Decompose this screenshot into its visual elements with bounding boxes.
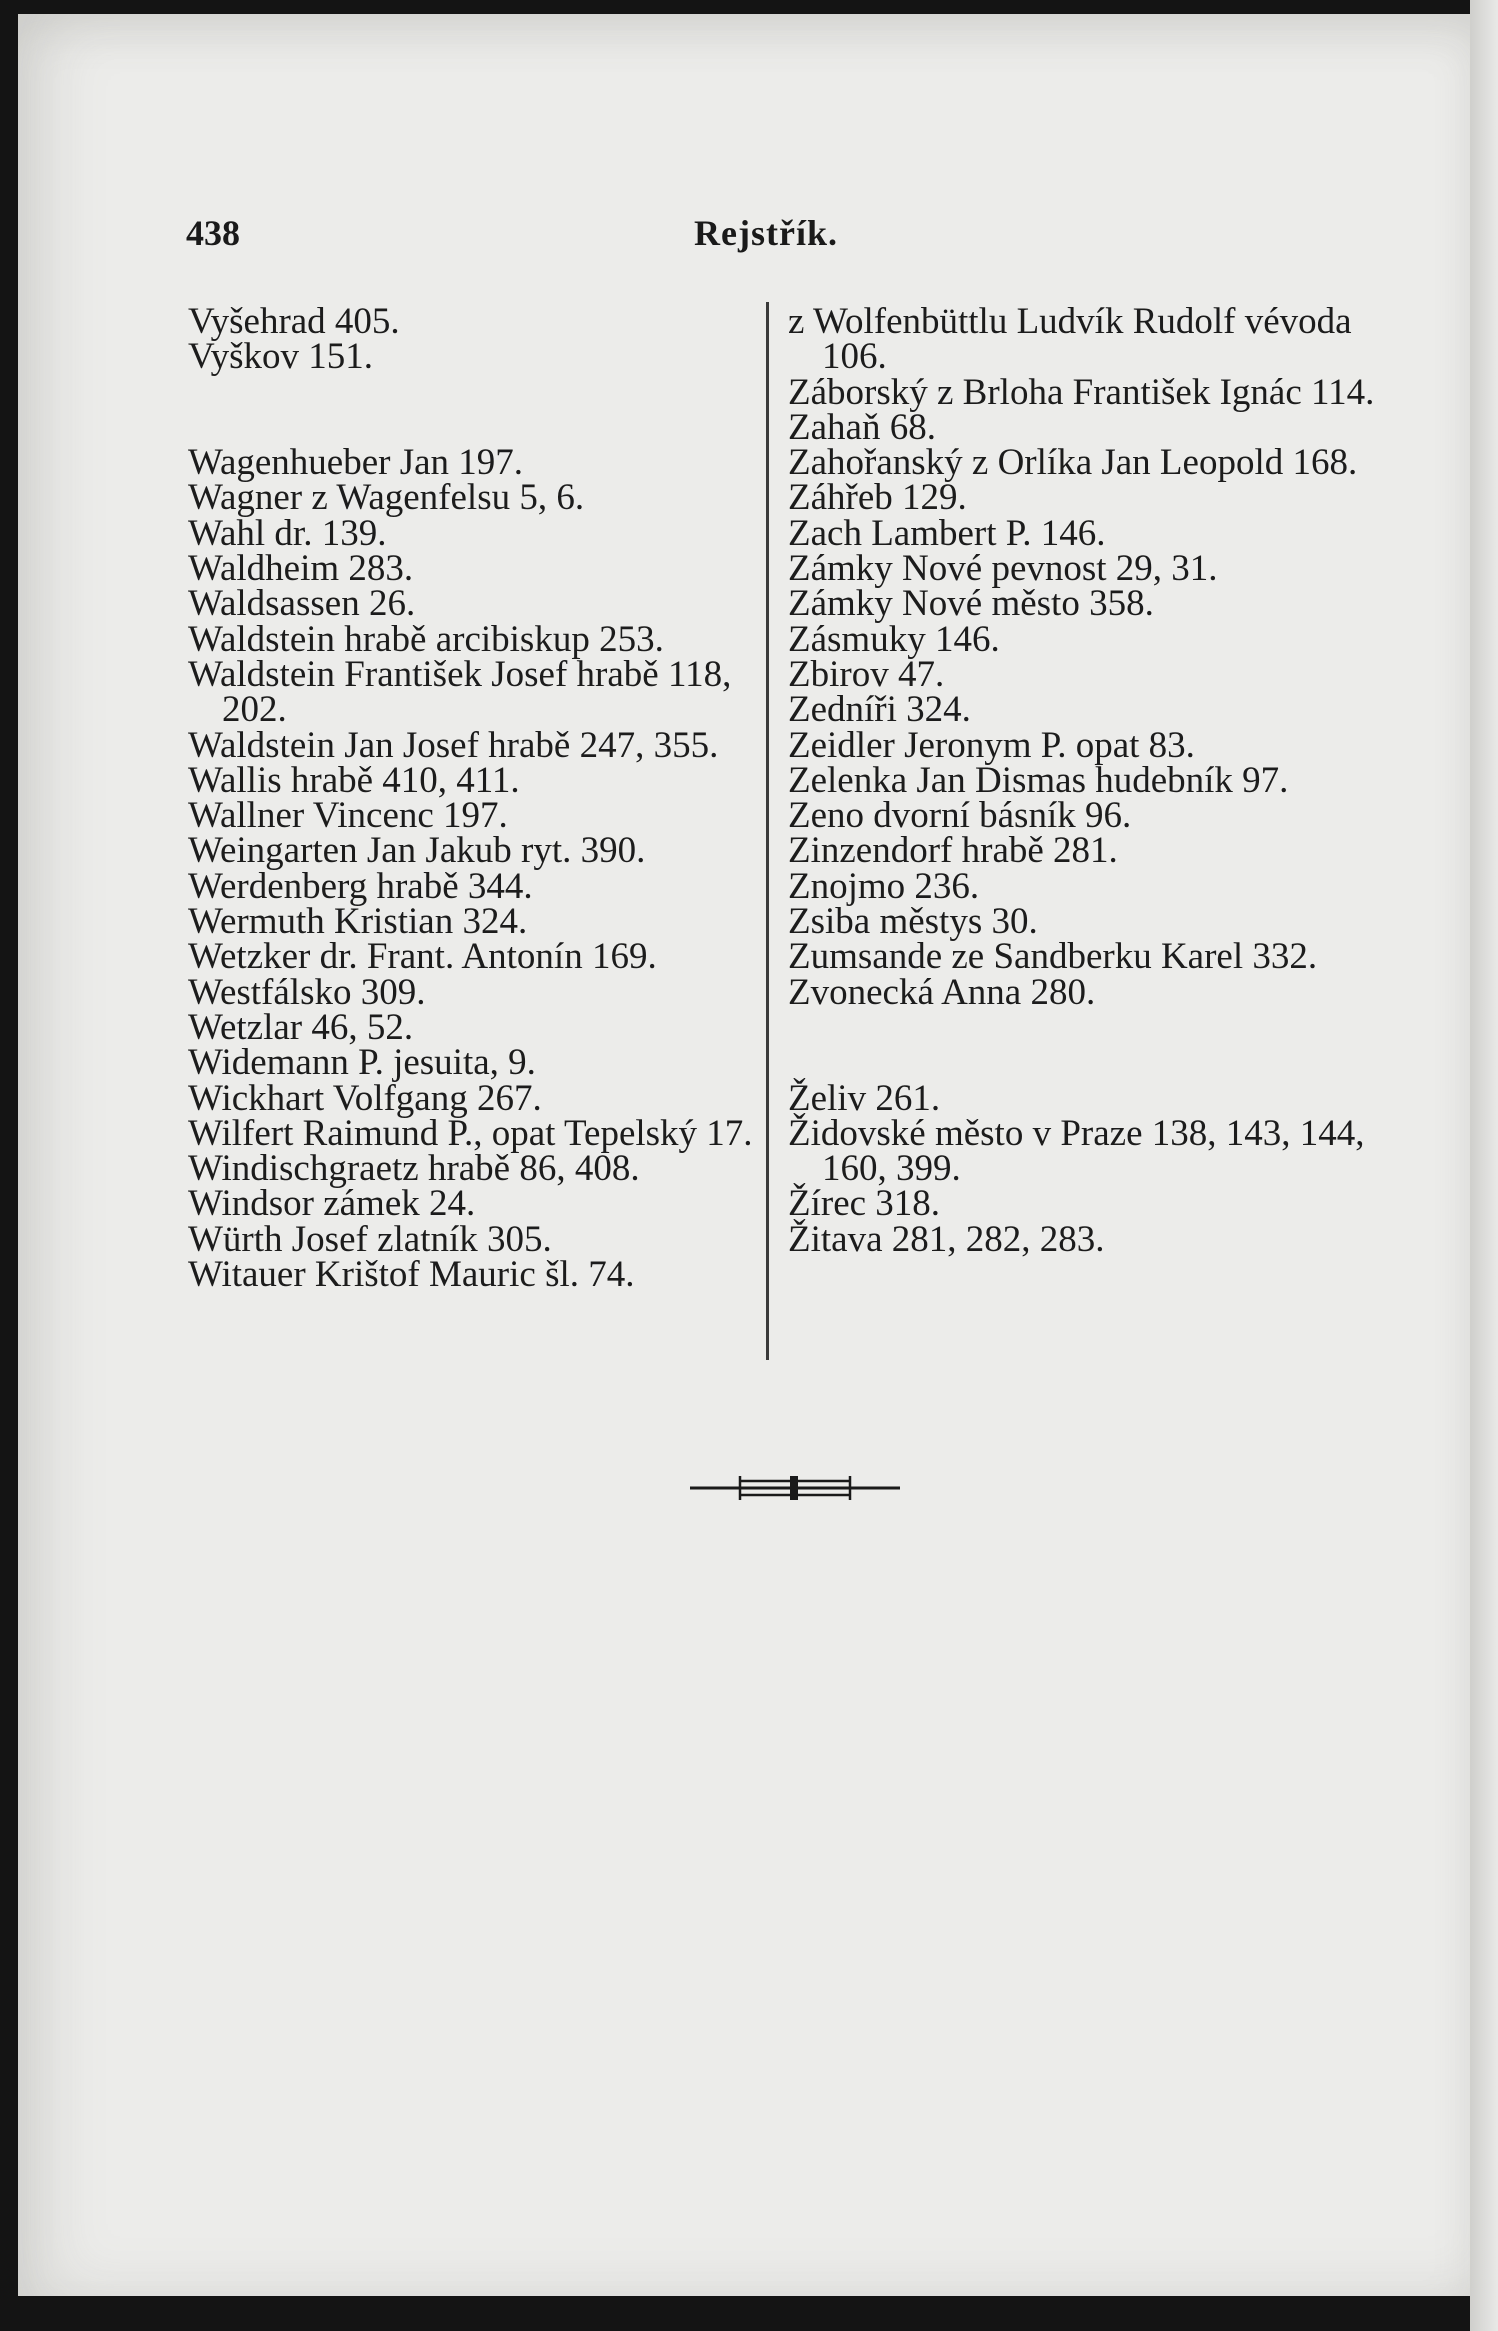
- index-entry: Židovské město v Praze 138, 143, 144, 160, 399.: [788, 1112, 1365, 1190]
- index-entry: Záborský z Brloha František Ignác 114.: [788, 371, 1375, 413]
- index-entry: Werdenberg hrabě 344.: [188, 865, 533, 907]
- index-entry: Wickhart Volfgang 267.: [188, 1077, 542, 1119]
- index-entry: Waldsassen 26.: [188, 583, 416, 625]
- index-entry: Waldheim 283.: [188, 548, 414, 590]
- index-entry: Zásmuky 146.: [788, 618, 1000, 660]
- column-divider: [766, 302, 769, 1360]
- index-entry: Zámky Nové pevnost 29, 31.: [788, 548, 1218, 590]
- section-gap: [788, 1010, 1358, 1081]
- index-entry: z Wolfenbüttlu Ludvík Rudolf vévoda 106.: [788, 301, 1352, 378]
- index-entry: Zach Lambert P. 146.: [788, 512, 1106, 554]
- index-entry: Wallner Vincenc 197.: [188, 795, 508, 837]
- index-entry: Westfálsko 309.: [188, 971, 426, 1013]
- index-entry: Zelenka Jan Dismas hudebník 97.: [788, 759, 1289, 801]
- index-entry: Wetzlar 46, 52.: [188, 1006, 414, 1048]
- index-entry: Zbirov 47.: [788, 653, 945, 695]
- index-entry: Windischgraetz hrabě 86, 408.: [188, 1148, 640, 1190]
- index-column-left: [188, 301, 758, 1296]
- index-column-right: [788, 301, 1375, 1260]
- index-entry: Zámky Nové město 358.: [788, 583, 1154, 625]
- index-entry: Waldstein hrabě arcibiskup 253.: [188, 618, 664, 660]
- index-entry: Zvonecká Anna 280.: [788, 971, 1096, 1013]
- index-entry: Waldstein Jan Josef hrabě 247, 355.: [188, 724, 719, 766]
- index-entry: Vyšehrad 405.: [188, 301, 400, 342]
- index-entry: Wagenhueber Jan 197.: [188, 442, 524, 484]
- index-entry: Žírec 318.: [788, 1183, 941, 1225]
- index-entry: Wallis hrabě 410, 411.: [188, 759, 520, 801]
- index-entry: Zeidler Jeronym P. opat 83.: [788, 724, 1195, 766]
- index-entry: Wermuth Kristian 324.: [188, 901, 528, 943]
- book-page: [18, 14, 1470, 2296]
- index-entry: Wetzker dr. Frant. Antonín 169.: [188, 936, 657, 978]
- index-entry: Würth Josef zlatník 305.: [188, 1218, 552, 1260]
- index-entry: Záhřeb 129.: [788, 477, 967, 519]
- index-entry: Zinzendorf hrabě 281.: [788, 830, 1118, 872]
- index-entry: Wilfert Raimund P., opat Tepelský 17.: [188, 1112, 753, 1154]
- running-title: Rejstřík.: [694, 213, 838, 253]
- index-entry: Wagner z Wagenfelsu 5, 6.: [188, 477, 585, 519]
- index-entry: Zedníři 324.: [788, 689, 971, 731]
- index-entry: Zumsande ze Sandberku Karel 332.: [788, 936, 1318, 978]
- page-number: 438: [186, 213, 240, 253]
- index-entry: Zeno dvorní básník 96.: [788, 795, 1132, 837]
- section-gap: [188, 375, 758, 446]
- end-ornament-icon: [690, 1470, 900, 1506]
- index-entry: Zahaň 68.: [788, 406, 936, 448]
- index-entry: Waldstein František Josef hrabě 118, 202.: [188, 653, 732, 731]
- index-entry: Želiv 261.: [788, 1077, 941, 1119]
- index-entry: Windsor zámek 24.: [188, 1183, 476, 1225]
- index-entry: Znojmo 236.: [788, 865, 980, 907]
- index-entry: Zahořanský z Orlíka Jan Leopold 168.: [788, 442, 1358, 484]
- index-entry: Žitava 281, 282, 283.: [788, 1218, 1105, 1260]
- index-entry: Widemann P. jesuita, 9.: [188, 1042, 536, 1084]
- index-entry: Witauer Krištof Mauric šl. 74.: [188, 1254, 635, 1296]
- index-entry: Wahl dr. 139.: [188, 512, 387, 554]
- index-entry: Weingarten Jan Jakub ryt. 390.: [188, 830, 646, 872]
- index-entry: Vyškov 151.: [188, 336, 374, 378]
- index-entry: Zsiba městys 30.: [788, 901, 1038, 943]
- page-edge: [1470, 0, 1498, 2331]
